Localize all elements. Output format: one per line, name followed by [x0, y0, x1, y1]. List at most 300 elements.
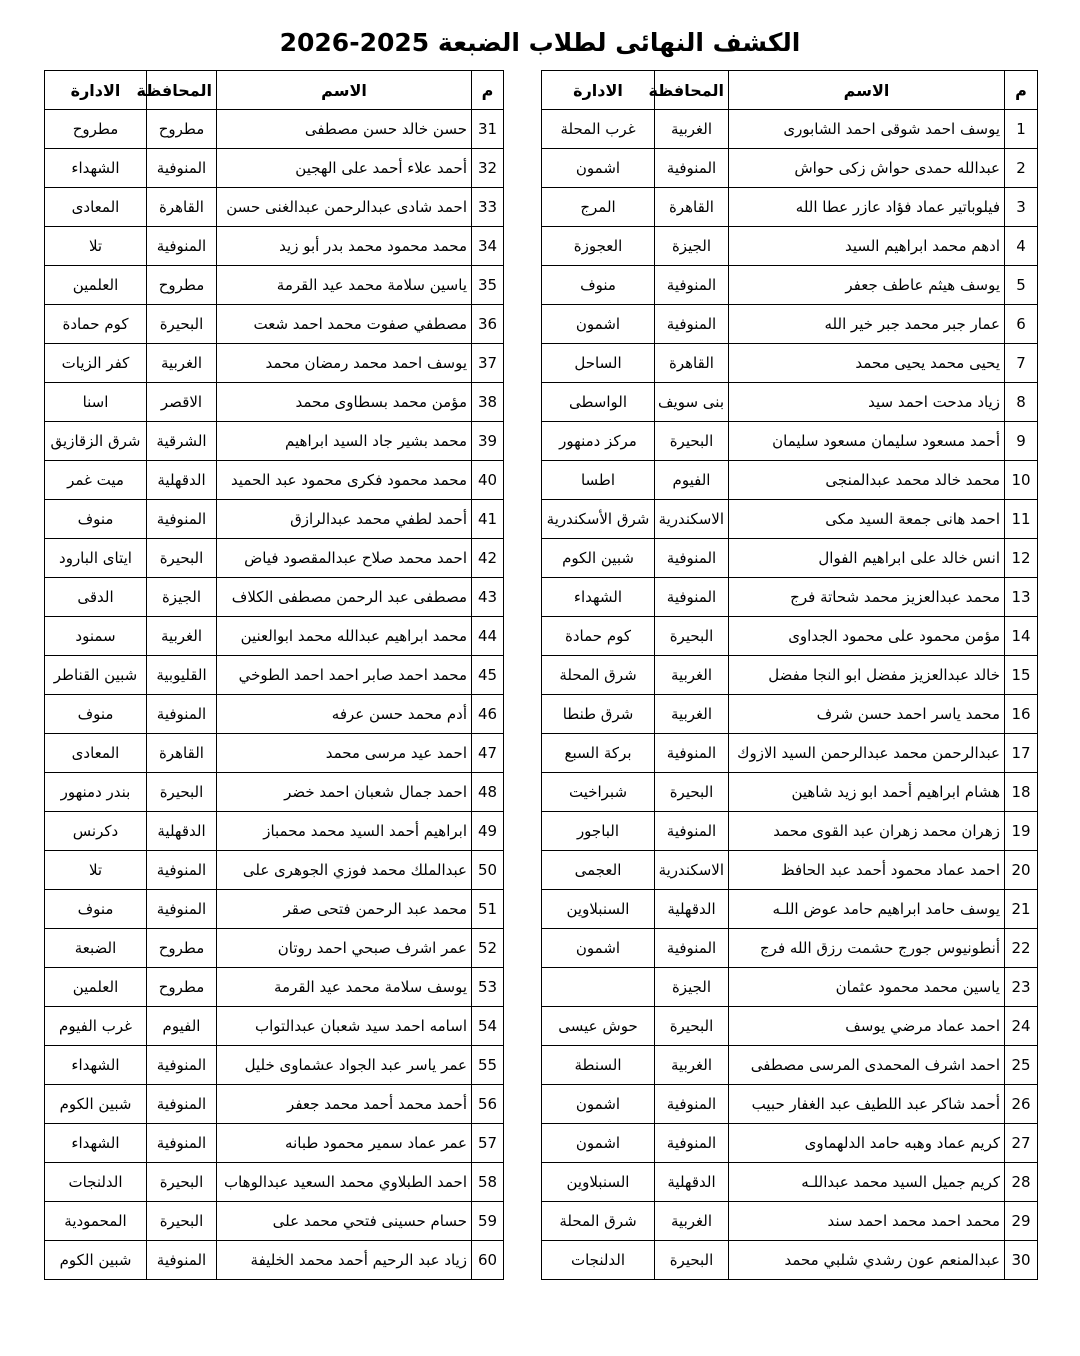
table-row	[45, 1241, 504, 1280]
table-row	[542, 344, 1038, 383]
administration	[542, 968, 655, 1007]
governorate: الجيزة	[655, 227, 729, 266]
student-name: يوسف سلامة محمد عيد القرمة	[217, 968, 472, 1007]
table-row	[542, 890, 1038, 929]
row-number: 1	[1005, 110, 1038, 149]
administration: الدلنجات	[45, 1163, 147, 1202]
table-row	[542, 968, 1038, 1007]
row-number: 49	[472, 812, 504, 851]
governorate: المنوفية	[655, 266, 729, 305]
administration: اشمون	[542, 305, 655, 344]
student-name: يوسف احمد محمد رمضان محمد	[217, 344, 472, 383]
administration: السنبلاوين	[542, 890, 655, 929]
row-number: 48	[472, 773, 504, 812]
governorate: المنوفية	[147, 851, 217, 890]
table-row	[45, 812, 504, 851]
table-row	[45, 383, 504, 422]
student-name: أحمد مسعود سليمان مسعود سليمان	[729, 422, 1005, 461]
administration: كوم حمادة	[45, 305, 147, 344]
row-number: 13	[1005, 578, 1038, 617]
table-row	[542, 656, 1038, 695]
table-row	[542, 227, 1038, 266]
student-name: ادهم محمد ابراهيم السيد	[729, 227, 1005, 266]
governorate: الغربية	[655, 695, 729, 734]
table-row	[542, 617, 1038, 656]
table-row	[45, 578, 504, 617]
student-name: يوسف هيثم عاطف جعفر	[729, 266, 1005, 305]
student-name: زهران محمد زهران عبد القوى محمد	[729, 812, 1005, 851]
governorate: المنوفية	[147, 1124, 217, 1163]
table-row	[542, 1124, 1038, 1163]
table-row	[542, 1085, 1038, 1124]
administration: شرق طنطا	[542, 695, 655, 734]
table-row	[542, 734, 1038, 773]
table-row	[542, 266, 1038, 305]
row-number: 56	[472, 1085, 504, 1124]
administration: منوف	[45, 890, 147, 929]
administration: شرق المحلة	[542, 656, 655, 695]
student-name: محمد عبد الرحمن فتحى صقر	[217, 890, 472, 929]
table-row	[45, 266, 504, 305]
header-governorate: المحافظة	[147, 71, 217, 110]
student-name: اسامه احمد سيد شعبان عبدالتواب	[217, 1007, 472, 1046]
governorate: الغربية	[655, 1046, 729, 1085]
governorate: البحيرة	[147, 305, 217, 344]
student-name: محمد بشير جاد السيد ابراهيم	[217, 422, 472, 461]
administration: بركة السبع	[542, 734, 655, 773]
governorate: المنوفية	[655, 578, 729, 617]
table-row	[45, 305, 504, 344]
table-row	[542, 188, 1038, 227]
governorate: المنوفية	[147, 1241, 217, 1280]
governorate: المنوفية	[147, 149, 217, 188]
administration: العجمى	[542, 851, 655, 890]
administration: منوف	[45, 695, 147, 734]
governorate: البحيرة	[147, 1202, 217, 1241]
table-row	[542, 578, 1038, 617]
student-name: كريم جميل السيد محمد عبداللـه	[729, 1163, 1005, 1202]
row-number: 51	[472, 890, 504, 929]
table-row	[45, 188, 504, 227]
governorate: المنوفية	[655, 149, 729, 188]
administration: الساحل	[542, 344, 655, 383]
row-number: 58	[472, 1163, 504, 1202]
table-row	[542, 1046, 1038, 1085]
administration: سمنود	[45, 617, 147, 656]
administration: حوش عيسى	[542, 1007, 655, 1046]
administration: اسنا	[45, 383, 147, 422]
row-number: 28	[1005, 1163, 1038, 1202]
row-number: 57	[472, 1124, 504, 1163]
governorate: المنوفية	[655, 812, 729, 851]
governorate: البحيرة	[655, 422, 729, 461]
student-name: مصطفى عبد الرحمن مصطفى الكلاف	[217, 578, 472, 617]
student-name: ابراهيم أحمد السيد محمد محمباز	[217, 812, 472, 851]
governorate: المنوفية	[147, 227, 217, 266]
administration: المحمودية	[45, 1202, 147, 1241]
roster-table-right	[541, 70, 1038, 1280]
governorate: القاهرة	[147, 734, 217, 773]
administration: الباجور	[542, 812, 655, 851]
row-number: 60	[472, 1241, 504, 1280]
table-row	[542, 1007, 1038, 1046]
table-row	[45, 539, 504, 578]
administration: اشمون	[542, 1124, 655, 1163]
row-number: 6	[1005, 305, 1038, 344]
table-row	[45, 422, 504, 461]
table-row	[542, 773, 1038, 812]
student-name: احمد هانى جمعة السيد مكى	[729, 500, 1005, 539]
administration: شبين الكوم	[45, 1085, 147, 1124]
row-number: 20	[1005, 851, 1038, 890]
table-row	[45, 1202, 504, 1241]
row-number: 21	[1005, 890, 1038, 929]
row-number: 8	[1005, 383, 1038, 422]
administration: شبين الكوم	[45, 1241, 147, 1280]
governorate: البحيرة	[655, 617, 729, 656]
row-number: 7	[1005, 344, 1038, 383]
student-name: حسن خالد حسن مصطفى	[217, 110, 472, 149]
governorate: الغربية	[147, 344, 217, 383]
student-name: عمار جبر محمد جبر خير الله	[729, 305, 1005, 344]
student-name: عبدالمنعم عون رشدي شلبي محمد	[729, 1241, 1005, 1280]
student-name: محمد عبدالعزيز محمد شحاتة فرج	[729, 578, 1005, 617]
administration: مركز دمنهور	[542, 422, 655, 461]
student-name: احمد اشرف المحمدى المرسى مصطفى	[729, 1046, 1005, 1085]
governorate: البحيرة	[147, 1163, 217, 1202]
student-name: زياد مدحت احمد سيد	[729, 383, 1005, 422]
student-name: عبدالرحمن محمد عبدالرحمن السيد الازوك	[729, 734, 1005, 773]
administration: شبين الكوم	[542, 539, 655, 578]
row-number: 34	[472, 227, 504, 266]
student-name: كريم عماد وهبه حامد الدلهماوى	[729, 1124, 1005, 1163]
governorate: الدقهلية	[147, 812, 217, 851]
administration: شرق الزقازيق	[45, 422, 147, 461]
row-number: 39	[472, 422, 504, 461]
student-name: حسام حسينى فتحي محمد على	[217, 1202, 472, 1241]
administration: ميت غمر	[45, 461, 147, 500]
governorate: مطروح	[147, 968, 217, 1007]
student-name: محمد محمود فكرى محمود عبد الحميد	[217, 461, 472, 500]
row-number: 36	[472, 305, 504, 344]
row-number: 10	[1005, 461, 1038, 500]
governorate: الجيزة	[655, 968, 729, 1007]
student-name: محمد محمود محمد بدر أبو زيد	[217, 227, 472, 266]
governorate: الشرقية	[147, 422, 217, 461]
row-number: 19	[1005, 812, 1038, 851]
table-row	[542, 929, 1038, 968]
row-number: 17	[1005, 734, 1038, 773]
student-name: احمد محمد صلاح عبدالمقصود فياض	[217, 539, 472, 578]
row-number: 26	[1005, 1085, 1038, 1124]
governorate: مطروح	[147, 110, 217, 149]
student-name: زياد عبد الرحيم أحمد محمد الخليفة	[217, 1241, 472, 1280]
row-number: 4	[1005, 227, 1038, 266]
governorate: المنوفية	[147, 890, 217, 929]
table-row	[542, 851, 1038, 890]
governorate: البحيرة	[655, 1241, 729, 1280]
table-row	[45, 773, 504, 812]
row-number: 41	[472, 500, 504, 539]
governorate: القاهرة	[147, 188, 217, 227]
row-number: 30	[1005, 1241, 1038, 1280]
governorate: الدقهلية	[147, 461, 217, 500]
table-row	[542, 422, 1038, 461]
header-governorate: المحافظة	[655, 71, 729, 110]
administration: الضبعة	[45, 929, 147, 968]
governorate: المنوفية	[655, 734, 729, 773]
student-name: يحيى محمد يحيى محمد	[729, 344, 1005, 383]
table-row	[542, 812, 1038, 851]
student-name: أحمد شاكر عبد اللطيف عبد الغفار حبيب	[729, 1085, 1005, 1124]
governorate: الاسكندرية	[655, 500, 729, 539]
governorate: مطروح	[147, 266, 217, 305]
governorate: بنى سويف	[655, 383, 729, 422]
governorate: المنوفية	[655, 929, 729, 968]
table-row	[45, 461, 504, 500]
administration: الشهداء	[45, 149, 147, 188]
row-number: 55	[472, 1046, 504, 1085]
administration: المعادى	[45, 188, 147, 227]
governorate: القاهرة	[655, 344, 729, 383]
student-name: محمد احمد صابر احمد احمد الطوخي	[217, 656, 472, 695]
administration: مطروح	[45, 110, 147, 149]
row-number: 44	[472, 617, 504, 656]
header-administration: الادارة	[45, 71, 147, 110]
administration: اشمون	[542, 1085, 655, 1124]
governorate: البحيرة	[655, 1007, 729, 1046]
student-name: فيلوباتير عماد فؤاد عازر عطا الله	[729, 188, 1005, 227]
row-number: 9	[1005, 422, 1038, 461]
student-name: مؤمن محمود على محمود الجداوى	[729, 617, 1005, 656]
governorate: المنوفية	[147, 500, 217, 539]
table-row	[542, 383, 1038, 422]
student-name: أنطونيوس جورج حشمت رزق الله فرج	[729, 929, 1005, 968]
governorate: البحيرة	[655, 773, 729, 812]
header-name: الاسم	[217, 71, 472, 110]
row-number: 54	[472, 1007, 504, 1046]
table-row	[542, 149, 1038, 188]
table-row	[45, 968, 504, 1007]
table-row	[45, 110, 504, 149]
student-name: أدم محمد حسن عرفه	[217, 695, 472, 734]
administration: دكرنس	[45, 812, 147, 851]
student-name: احمد عماد محمود أحمد عبد الحافظ	[729, 851, 1005, 890]
administration: كفر الزيات	[45, 344, 147, 383]
row-number: 23	[1005, 968, 1038, 1007]
administration: كوم حمادة	[542, 617, 655, 656]
administration: الدقى	[45, 578, 147, 617]
student-name: هشام ابراهيم أحمد ابو زيد شاهين	[729, 773, 1005, 812]
governorate: البحيرة	[147, 539, 217, 578]
student-name: يوسف حامد ابراهيم حامد عوض اللـه	[729, 890, 1005, 929]
table-row	[45, 1007, 504, 1046]
student-name: احمد جمال شعبان احمد خضر	[217, 773, 472, 812]
row-number: 47	[472, 734, 504, 773]
row-number: 33	[472, 188, 504, 227]
administration: الدلنجات	[542, 1241, 655, 1280]
table-row	[542, 461, 1038, 500]
governorate: الاسكندرية	[655, 851, 729, 890]
governorate: البحيرة	[147, 773, 217, 812]
table-row	[542, 1241, 1038, 1280]
student-name: أحمد علاء أحمد على الهجين	[217, 149, 472, 188]
table-row	[45, 344, 504, 383]
student-name: عمر اشرف صبحي احمد روتان	[217, 929, 472, 968]
row-number: 3	[1005, 188, 1038, 227]
row-number: 31	[472, 110, 504, 149]
administration: الشهداء	[45, 1124, 147, 1163]
student-name: مصطفي صفوت محمد احمد شعت	[217, 305, 472, 344]
student-name: احمد الطبلاوي محمد السعيد عبدالوهاب	[217, 1163, 472, 1202]
administration: شرق الأسكندرية	[542, 500, 655, 539]
row-number: 15	[1005, 656, 1038, 695]
row-number: 2	[1005, 149, 1038, 188]
governorate: الفيوم	[147, 1007, 217, 1046]
governorate: المنوفية	[655, 539, 729, 578]
table-row	[45, 149, 504, 188]
student-name: عمر ياسر عبد الجواد عشماوى خليل	[217, 1046, 472, 1085]
administration: تلا	[45, 227, 147, 266]
student-name: عبدالله حمدى حواش زكى حواش	[729, 149, 1005, 188]
header-name: الاسم	[729, 71, 1005, 110]
header-administration: الادارة	[542, 71, 655, 110]
row-number: 43	[472, 578, 504, 617]
governorate: الغربية	[655, 110, 729, 149]
table-row	[45, 227, 504, 266]
governorate: المنوفية	[147, 1046, 217, 1085]
governorate: الجيزة	[147, 578, 217, 617]
row-number: 42	[472, 539, 504, 578]
administration: اشمون	[542, 149, 655, 188]
row-number: 53	[472, 968, 504, 1007]
administration: السنطة	[542, 1046, 655, 1085]
table-row	[45, 929, 504, 968]
student-name: أحمد محمد أحمد محمد جعفر	[217, 1085, 472, 1124]
table-row	[45, 1124, 504, 1163]
governorate: الفيوم	[655, 461, 729, 500]
administration: الشهداء	[45, 1046, 147, 1085]
governorate: الغربية	[655, 1202, 729, 1241]
row-number: 14	[1005, 617, 1038, 656]
administration: اشمون	[542, 929, 655, 968]
table-row	[45, 1046, 504, 1085]
row-number: 37	[472, 344, 504, 383]
table-row	[542, 695, 1038, 734]
governorate: مطروح	[147, 929, 217, 968]
governorate: المنوفية	[655, 1124, 729, 1163]
row-number: 16	[1005, 695, 1038, 734]
page-title: الكشف النهائى لطلاب الضبعة 2025-2026	[279, 28, 801, 57]
administration: شبين القناطر	[45, 656, 147, 695]
header-num: م	[1005, 71, 1038, 110]
row-number: 50	[472, 851, 504, 890]
governorate: القاهرة	[655, 188, 729, 227]
student-name: احمد عيد مرسى محمد	[217, 734, 472, 773]
administration: الواسطى	[542, 383, 655, 422]
governorate: الدقهلية	[655, 890, 729, 929]
governorate: الدقهلية	[655, 1163, 729, 1202]
student-name: محمد احمد محمد احمد سند	[729, 1202, 1005, 1241]
administration: منوف	[542, 266, 655, 305]
row-number: 5	[1005, 266, 1038, 305]
administration: العجوزة	[542, 227, 655, 266]
administration: العلمين	[45, 968, 147, 1007]
governorate: الغربية	[147, 617, 217, 656]
table-row	[542, 1163, 1038, 1202]
governorate: المنوفية	[655, 1085, 729, 1124]
student-name: محمد ياسر احمد حسن شرف	[729, 695, 1005, 734]
governorate: المنوفية	[147, 1085, 217, 1124]
administration: بندر دمنهور	[45, 773, 147, 812]
row-number: 52	[472, 929, 504, 968]
row-number: 24	[1005, 1007, 1038, 1046]
table-row	[542, 539, 1038, 578]
student-name: احمد عماد مرضي يوسف	[729, 1007, 1005, 1046]
governorate: المنوفية	[655, 305, 729, 344]
row-number: 38	[472, 383, 504, 422]
administration: العلمين	[45, 266, 147, 305]
table-header-row	[542, 71, 1038, 110]
table-row	[45, 851, 504, 890]
row-number: 22	[1005, 929, 1038, 968]
administration: شبراخيت	[542, 773, 655, 812]
row-number: 29	[1005, 1202, 1038, 1241]
table-row	[542, 500, 1038, 539]
administration: المرج	[542, 188, 655, 227]
table-row	[542, 305, 1038, 344]
row-number: 25	[1005, 1046, 1038, 1085]
administration: غرب المحلة	[542, 110, 655, 149]
row-number: 18	[1005, 773, 1038, 812]
table-row	[45, 890, 504, 929]
governorate: الاقصر	[147, 383, 217, 422]
row-number: 27	[1005, 1124, 1038, 1163]
administration: الشهداء	[542, 578, 655, 617]
row-number: 32	[472, 149, 504, 188]
row-number: 45	[472, 656, 504, 695]
student-name: خالد عبدالعزيز مفضل ابو النجا مفضل	[729, 656, 1005, 695]
student-name: محمد خالد محمد عبدالمنجى	[729, 461, 1005, 500]
table-row	[45, 617, 504, 656]
row-number: 12	[1005, 539, 1038, 578]
administration: منوف	[45, 500, 147, 539]
student-name: ياسين محمد محمود عثمان	[729, 968, 1005, 1007]
administration: السنبلاوين	[542, 1163, 655, 1202]
governorate: المنوفية	[147, 695, 217, 734]
student-name: محمد ابراهيم عبدالله محمد ابوالعنين	[217, 617, 472, 656]
row-number: 46	[472, 695, 504, 734]
table-header-row	[45, 71, 504, 110]
student-name: مؤمن محمد بسطاوى محمد	[217, 383, 472, 422]
row-number: 40	[472, 461, 504, 500]
administration: ايتاى البارود	[45, 539, 147, 578]
student-name: انس خالد على ابراهيم الفوال	[729, 539, 1005, 578]
row-number: 59	[472, 1202, 504, 1241]
table-row	[45, 734, 504, 773]
table-row	[45, 656, 504, 695]
table-row	[45, 1085, 504, 1124]
administration: غرب الفيوم	[45, 1007, 147, 1046]
administration: شرق المحلة	[542, 1202, 655, 1241]
governorate: الغربية	[655, 656, 729, 695]
student-name: أحمد لطفي محمد عبدالرازق	[217, 500, 472, 539]
roster-table-left	[44, 70, 504, 1280]
administration: المعادى	[45, 734, 147, 773]
table-row	[45, 1163, 504, 1202]
table-row	[542, 1202, 1038, 1241]
administration: تلا	[45, 851, 147, 890]
